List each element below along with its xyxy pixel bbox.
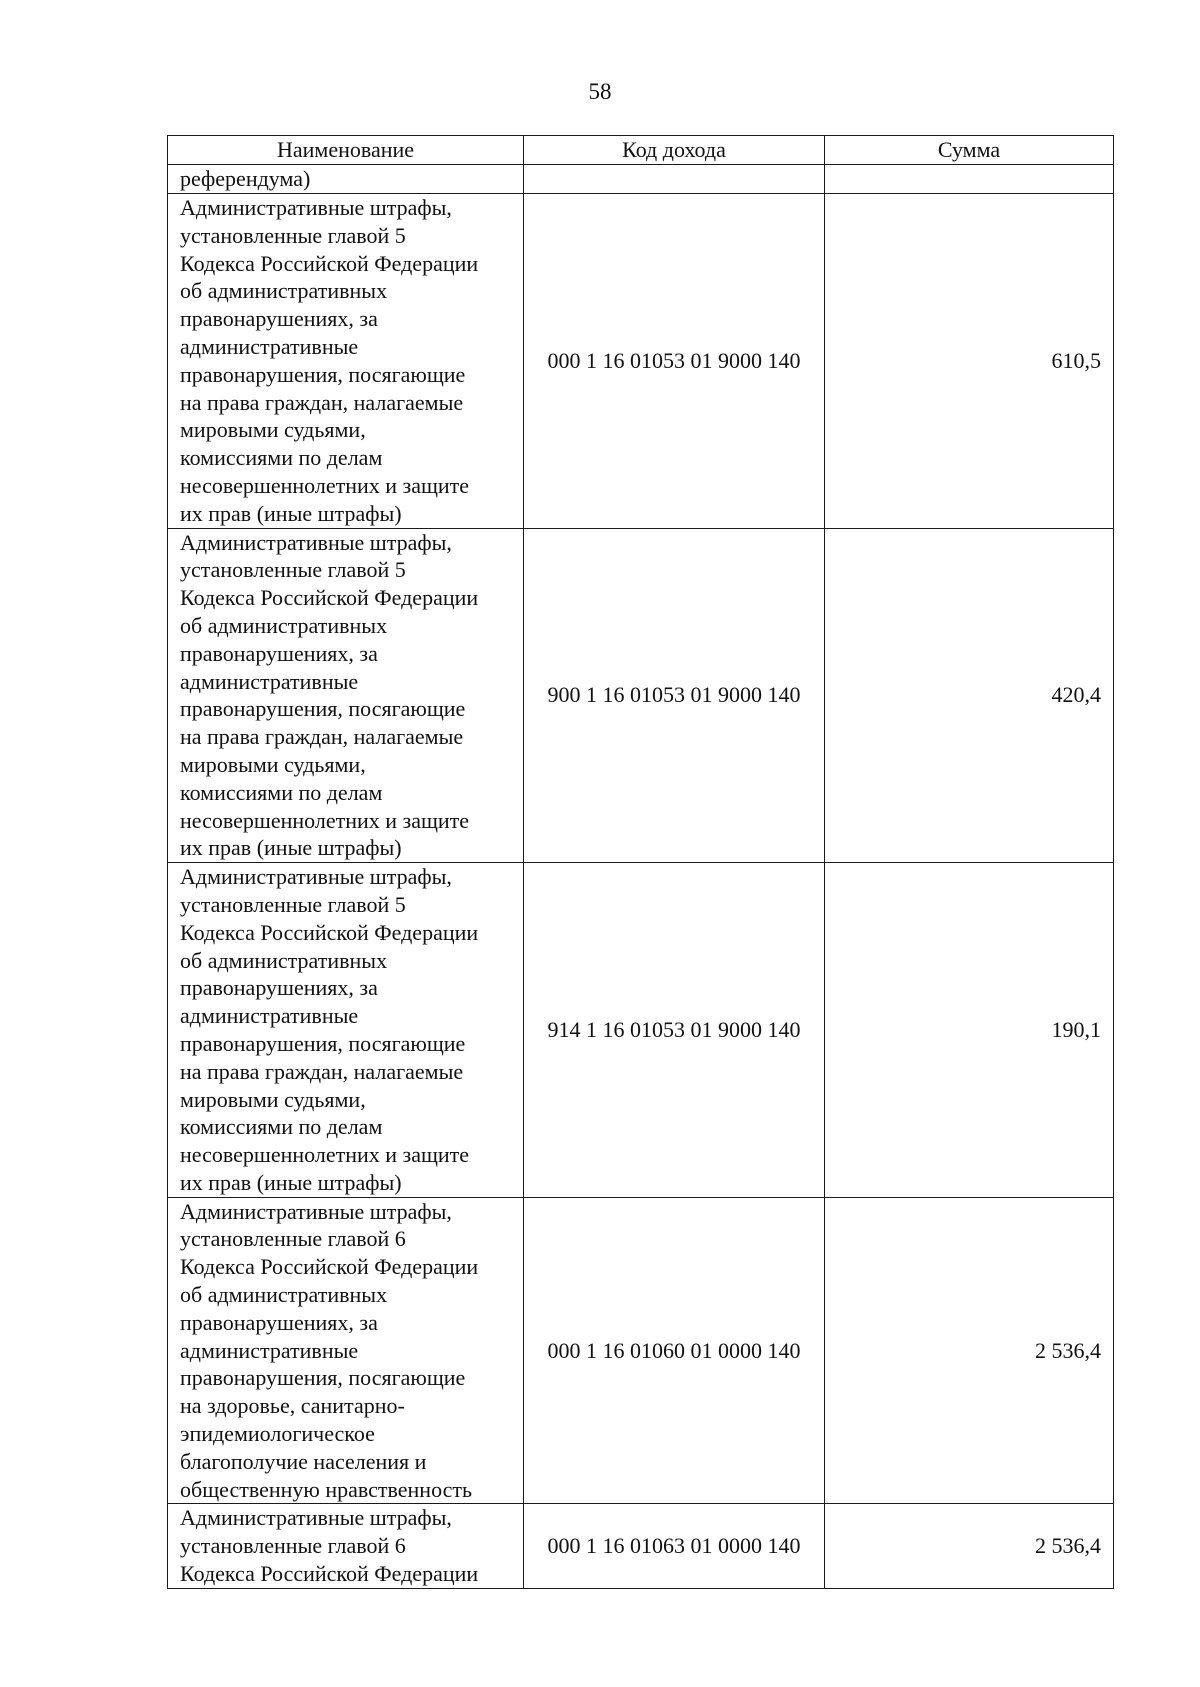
row-name-line: комиссиями по делам — [180, 779, 383, 805]
row-name-line: установленные главой 5 — [180, 891, 406, 917]
row-name-line: установленные главой 5 — [180, 557, 406, 583]
header-code: Код дохода — [524, 136, 825, 165]
row-name-line: комиссиями по делам — [180, 445, 383, 471]
table-row — [168, 863, 1114, 1198]
row-name-cell — [168, 194, 524, 529]
row-sum-cell: 2 536,4 — [825, 1504, 1114, 1588]
row-sum-cell: 420,4 — [825, 528, 1114, 863]
row-name-cell — [168, 528, 524, 863]
row-name-line: мировыми судьями, — [180, 1086, 366, 1112]
row-name-line: их прав (иные штрафы) — [180, 500, 402, 526]
row-name-line: правонарушения, посягающие — [180, 361, 466, 387]
row-code-cell — [524, 165, 825, 194]
row-name-line: правонарушения, посягающие — [180, 1030, 466, 1056]
row-name-line: мировыми судьями, — [180, 751, 366, 777]
row-name-cell — [168, 863, 524, 1198]
row-name-line: благополучие населения и — [180, 1448, 427, 1474]
row-name-line: об административных — [180, 612, 388, 638]
row-name-line: референдума) — [180, 166, 311, 191]
row-name-line: их прав (иные штрафы) — [180, 835, 402, 861]
table-row — [168, 1197, 1114, 1504]
row-name-line: правонарушениях, за — [180, 975, 378, 1001]
row-name-line: правонарушения, посягающие — [180, 1365, 466, 1391]
row-name-line: на права граждан, налагаемые — [180, 389, 464, 415]
row-sum-cell: 610,5 — [825, 194, 1114, 529]
row-code-cell: 000 1 16 01060 01 0000 140 — [524, 1197, 825, 1504]
row-name-line: правонарушениях, за — [180, 306, 378, 332]
row-name-line: об административных — [180, 1282, 388, 1308]
row-name-line: несовершеннолетних и защите — [180, 472, 470, 498]
row-name-line: эпидемиологическое — [180, 1421, 375, 1447]
row-name-line: Административные штрафы, — [180, 1505, 452, 1531]
row-name-line: правонарушения, посягающие — [180, 696, 466, 722]
row-name-line: Кодекса Российской Федерации — [180, 250, 479, 276]
row-name-line: правонарушениях, за — [180, 640, 378, 666]
header-sum: Сумма — [825, 136, 1114, 165]
row-name-line: Кодекса Российской Федерации — [180, 919, 479, 945]
revenue-table — [167, 135, 1114, 1589]
row-name-line: административные — [180, 333, 359, 359]
row-sum-cell: 190,1 — [825, 863, 1114, 1198]
table-row — [168, 528, 1114, 863]
table-row-continued — [168, 165, 1114, 194]
table-header-row — [168, 136, 1114, 165]
row-name-line: на права граждан, налагаемые — [180, 1058, 464, 1084]
header-name: Наименование — [168, 136, 524, 165]
row-code-cell: 914 1 16 01053 01 9000 140 — [524, 863, 825, 1198]
row-name-line: установленные главой 5 — [180, 222, 406, 248]
row-name-line: Кодекса Российской Федерации — [180, 1561, 479, 1587]
row-name-line: административные — [180, 1337, 359, 1363]
row-name-line: несовершеннолетних и защите — [180, 1142, 470, 1168]
row-name-line: Кодекса Российской Федерации — [180, 1254, 479, 1280]
row-name-cell — [168, 165, 524, 194]
row-name-cell — [168, 1504, 524, 1588]
row-sum-cell — [825, 165, 1114, 194]
row-name-cell — [168, 1197, 524, 1504]
row-name-line: мировыми судьями, — [180, 417, 366, 443]
row-name-line: административные — [180, 668, 359, 694]
row-code-cell: 000 1 16 01053 01 9000 140 — [524, 194, 825, 529]
table-body — [168, 165, 1114, 1589]
table-row — [168, 194, 1114, 529]
row-name-line: об административных — [180, 278, 388, 304]
row-name-line: Административные штрафы, — [180, 529, 452, 555]
row-sum-cell: 2 536,4 — [825, 1197, 1114, 1504]
row-name-line: на здоровье, санитарно- — [180, 1393, 405, 1419]
row-name-line: их прав (иные штрафы) — [180, 1169, 402, 1195]
row-name-line: административные — [180, 1003, 359, 1029]
row-name-line: комиссиями по делам — [180, 1114, 383, 1140]
row-code-cell: 000 1 16 01063 01 0000 140 — [524, 1504, 825, 1588]
row-name-line: установленные главой 6 — [180, 1533, 406, 1559]
row-name-line: правонарушениях, за — [180, 1309, 378, 1335]
row-name-line: Административные штрафы, — [180, 864, 452, 890]
row-name-line: установленные главой 6 — [180, 1226, 406, 1252]
row-name-line: на права граждан, налагаемые — [180, 724, 464, 750]
row-name-line: Административные штрафы, — [180, 1198, 452, 1224]
page-number: 58 — [588, 79, 612, 104]
row-name-line: Административные штрафы, — [180, 195, 452, 220]
row-name-line: общественную нравственность — [180, 1476, 473, 1502]
row-name-line: несовершеннолетних и защите — [180, 807, 470, 833]
table-row — [168, 1504, 1114, 1588]
row-name-line: Кодекса Российской Федерации — [180, 585, 479, 611]
row-name-line: об административных — [180, 947, 388, 973]
row-code-cell: 900 1 16 01053 01 9000 140 — [524, 528, 825, 863]
